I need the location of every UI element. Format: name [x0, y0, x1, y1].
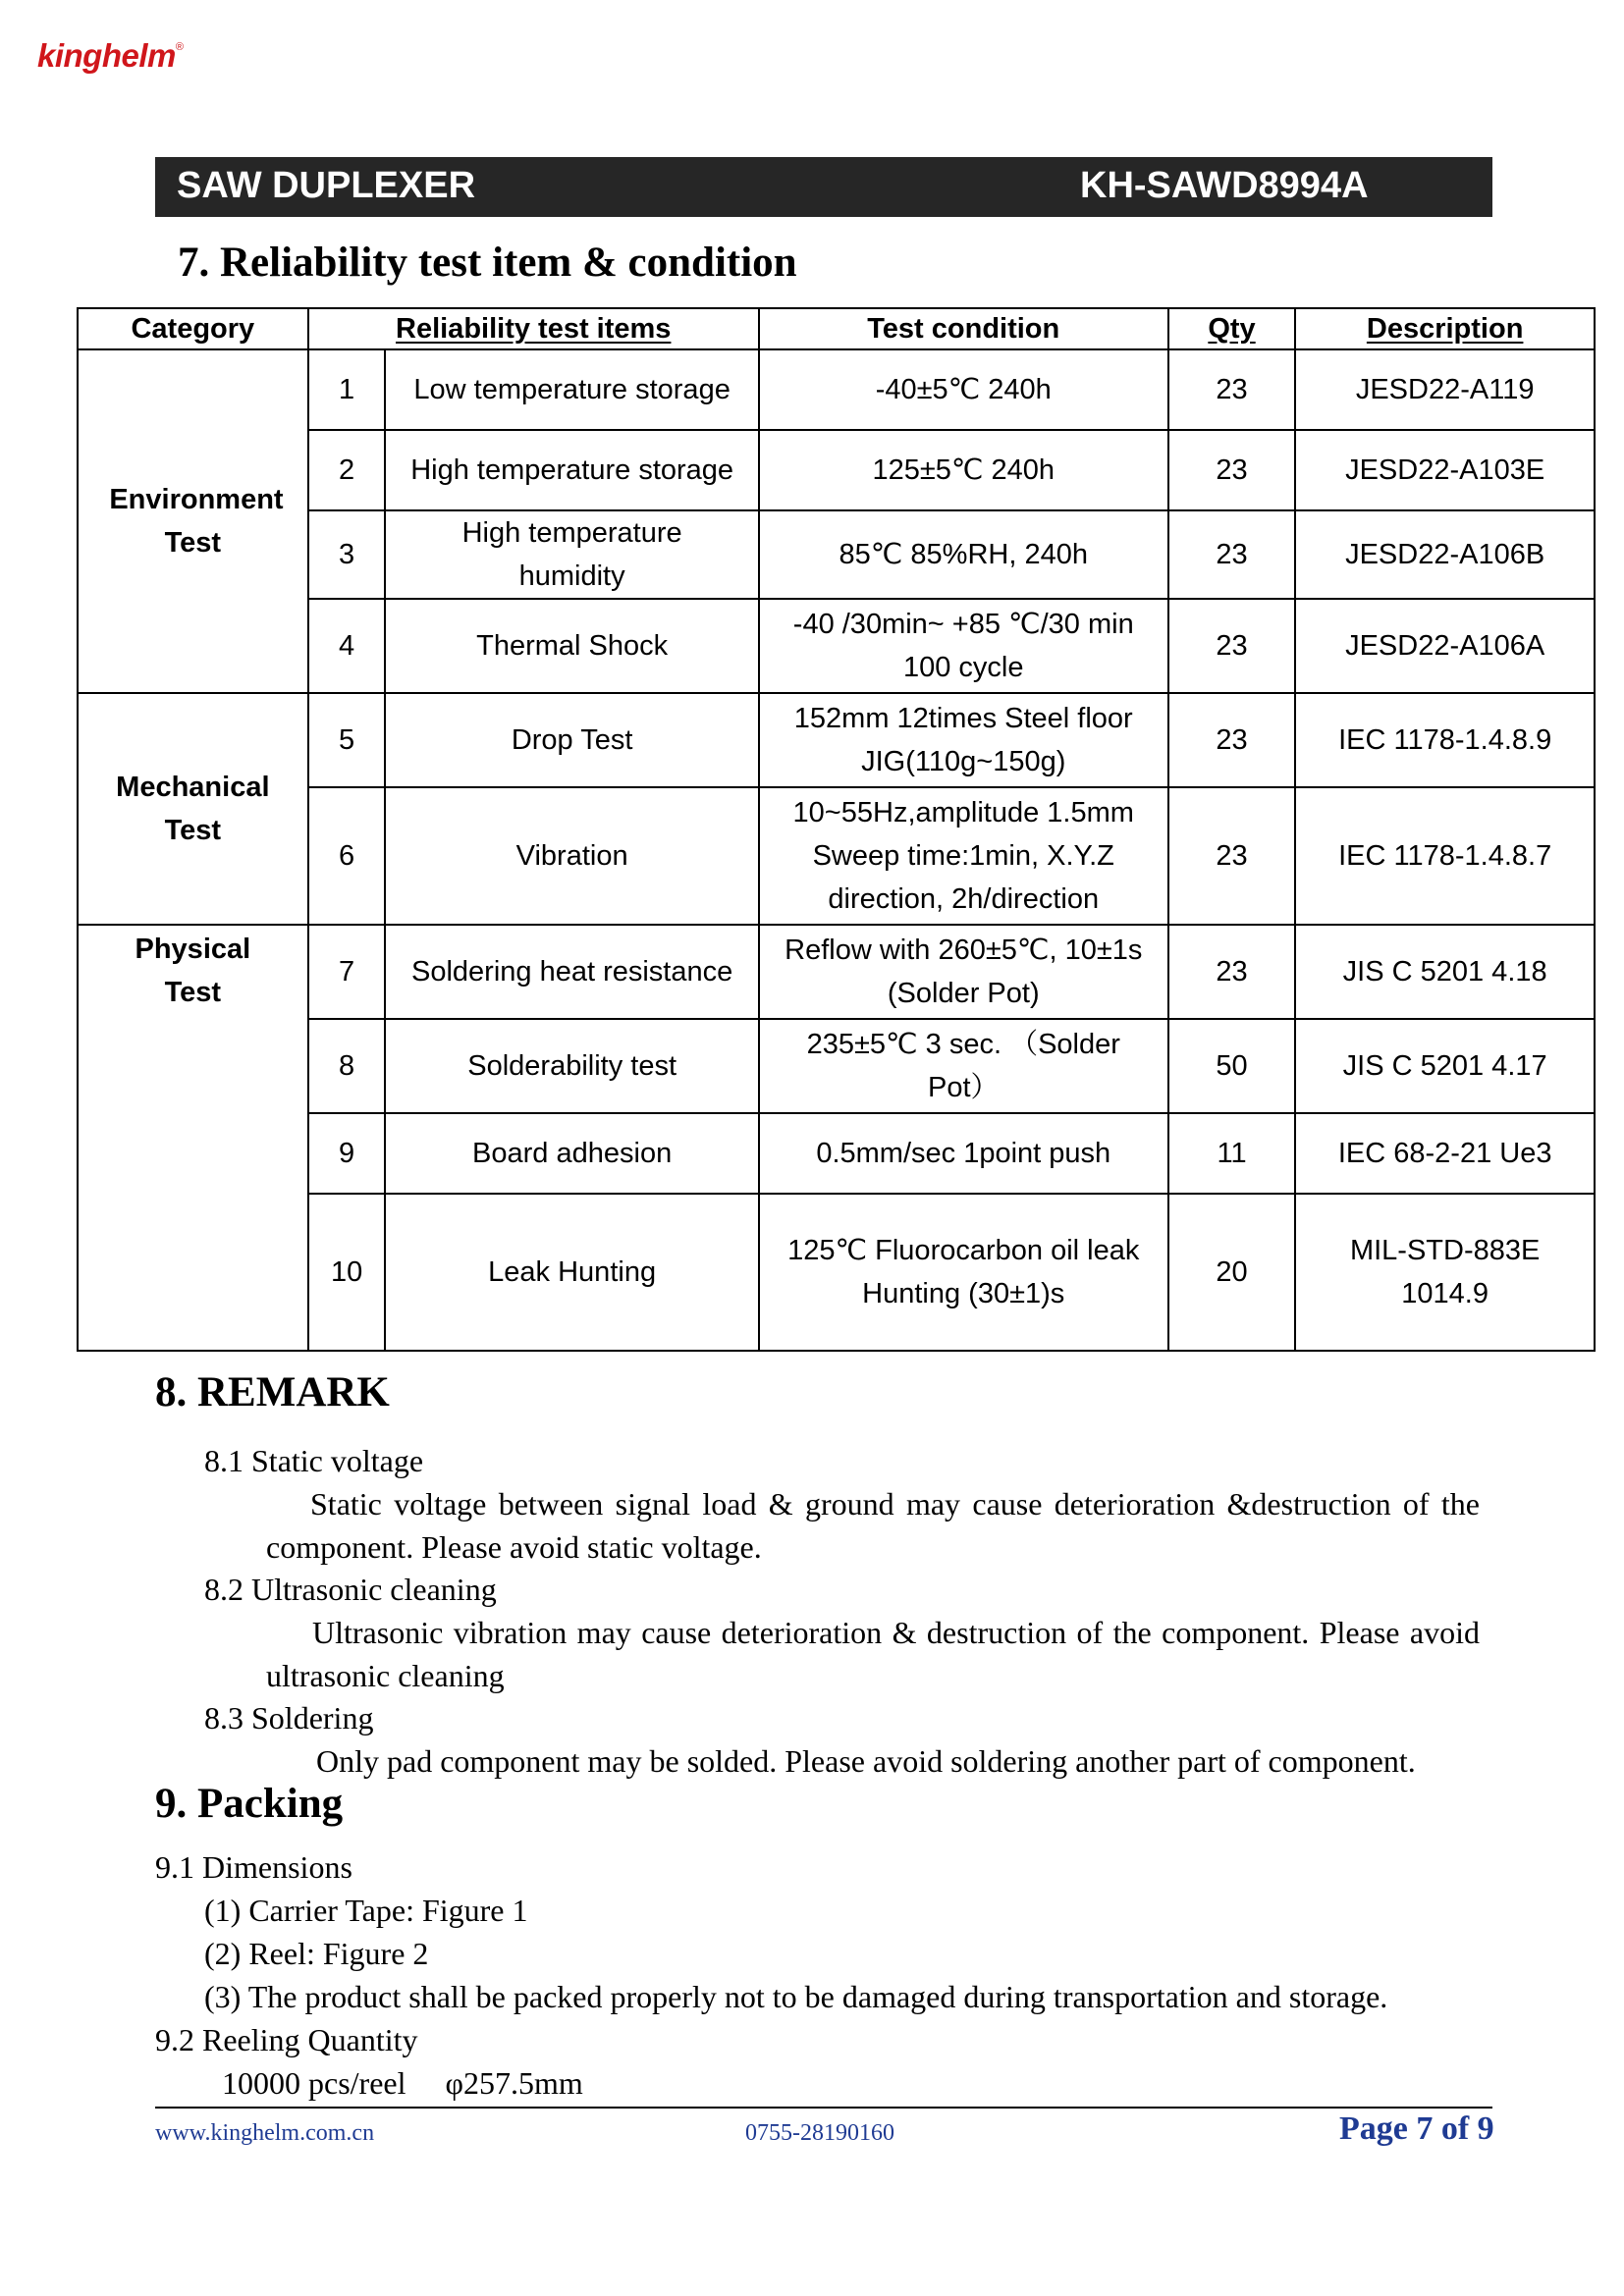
row-item: High temperature storage: [385, 430, 758, 510]
row-qty: 23: [1168, 599, 1296, 693]
remark-8-2-title: 8.2 Ultrasonic cleaning: [204, 1572, 497, 1607]
row-qty: 23: [1168, 787, 1296, 925]
footer-divider: [155, 2107, 1492, 2109]
row-number: 9: [308, 1113, 386, 1194]
table-row: [78, 925, 1595, 1019]
row-condition: 125±5℃ 240h: [759, 430, 1168, 510]
row-qty: 23: [1168, 510, 1296, 599]
section-7-title: 7. Reliability test item & condition: [178, 240, 797, 286]
row-qty: 50: [1168, 1019, 1296, 1113]
row-description: IEC 68-2-21 Ue3: [1295, 1113, 1595, 1194]
remark-8-1-title: 8.1 Static voltage: [204, 1443, 424, 1478]
row-number: 7: [308, 925, 386, 1019]
row-qty: 23: [1168, 693, 1296, 787]
row-number: 4: [308, 599, 386, 693]
row-condition: -40±5℃ 240h: [759, 349, 1168, 430]
row-condition: 125℃ Fluorocarbon oil leak Hunting (30±1)s: [759, 1194, 1168, 1351]
row-description: IEC 1178-1.4.8.7: [1295, 787, 1595, 925]
product-type: SAW DUPLEXER: [177, 165, 476, 206]
row-condition: Reflow with 260±5℃, 10±1s (Solder Pot): [759, 925, 1168, 1019]
row-description: JESD22-A103E: [1295, 430, 1595, 510]
table-header-row: [78, 308, 1595, 349]
row-condition: 85℃ 85%RH, 240h: [759, 510, 1168, 599]
row-item: Vibration: [385, 787, 758, 925]
row-number: 1: [308, 349, 386, 430]
packing-item: (2) Reel: Figure 2: [204, 1936, 429, 1971]
row-number: 6: [308, 787, 386, 925]
section-9-title: 9. Packing: [155, 1781, 344, 1827]
row-item: Leak Hunting: [385, 1194, 758, 1351]
remark-8-2-text: Ultrasonic vibration may cause deterioration & destruction of the component. Please avoid ultrasonic cleaning: [266, 1615, 1480, 1693]
header-test-condition: Test condition: [759, 308, 1168, 349]
page-number: Page 7 of 9: [1339, 2110, 1494, 2147]
section-8-title: 8. REMARK: [155, 1369, 390, 1415]
packing-item: (3) The product shall be packed properly not to be damaged during transportation and storage.: [204, 1979, 1388, 2014]
row-description: IEC 1178-1.4.8.9: [1295, 693, 1595, 787]
reeling-quantity: 10000 pcs/reel φ257.5mm: [222, 2065, 583, 2101]
row-description: MIL-STD-883E 1014.9: [1295, 1194, 1595, 1351]
remark-8-3-title: 8.3 Soldering: [204, 1700, 374, 1735]
row-item: Low temperature storage: [385, 349, 758, 430]
row-qty: 23: [1168, 349, 1296, 430]
kinghelm-logo: [37, 37, 183, 75]
row-condition: -40 /30min~ +85 ℃/30 min 100 cycle: [759, 599, 1168, 693]
row-description: JESD22-A119: [1295, 349, 1595, 430]
logo-text: kinghelm: [37, 37, 176, 74]
row-number: 10: [308, 1194, 386, 1351]
row-item: Soldering heat resistance: [385, 925, 758, 1019]
row-number: 5: [308, 693, 386, 787]
document-header-bar: [155, 157, 1492, 217]
row-item: Thermal Shock: [385, 599, 758, 693]
row-description: JESD22-A106B: [1295, 510, 1595, 599]
header-test-items-label: Reliability test items: [396, 313, 672, 345]
header-description-label: Description: [1366, 313, 1524, 345]
row-item: High temperature humidity: [385, 510, 758, 599]
row-qty: 11: [1168, 1113, 1296, 1194]
row-item: Board adhesion: [385, 1113, 758, 1194]
row-number: 8: [308, 1019, 386, 1113]
row-condition: 152mm 12times Steel floor JIG(110g~150g): [759, 693, 1168, 787]
row-item: Drop Test: [385, 693, 758, 787]
header-category: Category: [78, 308, 308, 349]
row-qty: 20: [1168, 1194, 1296, 1351]
row-qty: 23: [1168, 430, 1296, 510]
category-physical: Physical Test: [78, 925, 308, 1351]
footer-website: www.kinghelm.com.cn: [155, 2120, 375, 2146]
table-row: [78, 349, 1595, 430]
part-number: KH-SAWD8994A: [1080, 165, 1369, 206]
packing-item: (1) Carrier Tape: Figure 1: [204, 1893, 528, 1928]
row-number: 2: [308, 430, 386, 510]
row-qty: 23: [1168, 925, 1296, 1019]
header-description: [1295, 308, 1595, 349]
row-condition: 0.5mm/sec 1point push: [759, 1113, 1168, 1194]
packing-9-1-title: 9.1 Dimensions: [155, 1849, 352, 1885]
row-item: Solderability test: [385, 1019, 758, 1113]
row-description: JIS C 5201 4.17: [1295, 1019, 1595, 1113]
remark-8-3-text: Only pad component may be solded. Please avoid soldering another part of component.: [316, 1743, 1416, 1779]
header-test-items: [308, 308, 759, 349]
row-condition: 10~55Hz,amplitude 1.5mm Sweep time:1min, X.Y.Z direction, 2h/direction: [759, 787, 1168, 925]
header-qty: [1168, 308, 1296, 349]
footer-phone: 0755-28190160: [745, 2120, 894, 2146]
row-condition: 235±5℃ 3 sec. （Solder Pot）: [759, 1019, 1168, 1113]
row-description: JIS C 5201 4.18: [1295, 925, 1595, 1019]
reliability-table: [77, 307, 1596, 1352]
category-environment: Environment Test: [78, 349, 308, 693]
remark-8-1-text: Static voltage between signal load & ground may cause deterioration &destruction of the component. Please avoid static voltage.: [266, 1486, 1480, 1565]
table-row: [78, 693, 1595, 787]
packing-9-2-title: 9.2 Reeling Quantity: [155, 2022, 418, 2057]
registered-mark: ®: [175, 41, 184, 53]
row-description: JESD22-A106A: [1295, 599, 1595, 693]
category-mechanical: Mechanical Test: [78, 693, 308, 925]
header-qty-label: Qty: [1208, 313, 1256, 345]
row-number: 3: [308, 510, 386, 599]
